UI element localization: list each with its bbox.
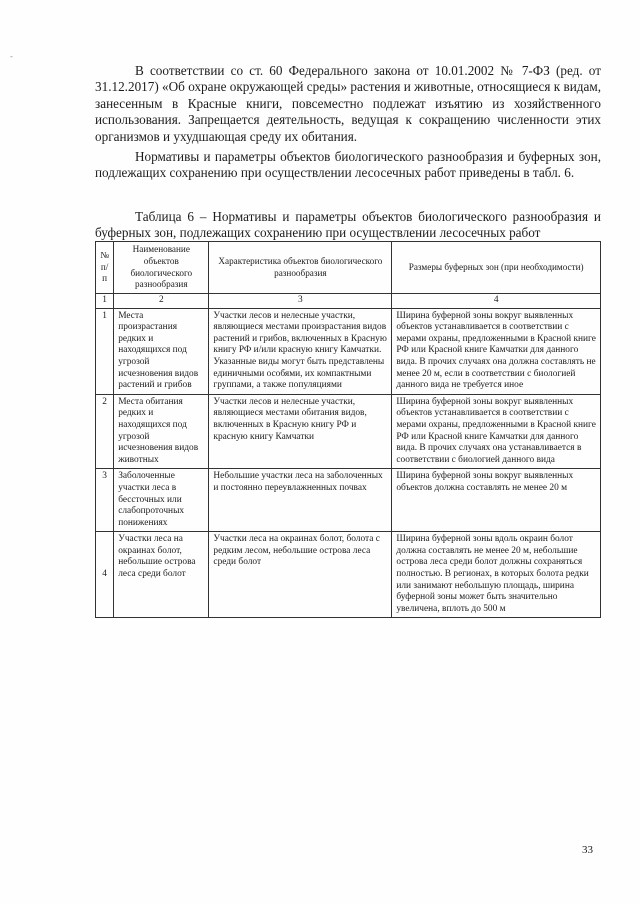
row-number: 1 [96,308,114,394]
row-number: 4 [96,532,114,618]
table-row [96,394,601,469]
column-number: 1 [96,294,114,309]
object-name-cell: Места обитания редких и находящихся под угрозой исчезновения видов животных [114,394,209,469]
margin-mark: - [10,51,13,61]
object-name-cell: Места произрастания редких и находящихся под угрозой исчезновения видов растений и грибов [114,308,209,394]
biodiversity-table [95,241,601,618]
column-number: 4 [392,294,601,309]
table-row [96,469,601,532]
characteristic-cell: Небольшие участки леса на заболоченных и постоянно переувлажненных почвах [209,469,392,532]
column-number: 2 [114,294,209,309]
column-number-row [96,294,601,309]
row-number: 2 [96,394,114,469]
characteristic-cell: Участки лесов и нелесные участки, являющиеся местами произрастания видов растений и грибов, включенных в Красную книгу РФ и/или красную книгу Камчатки. Указанные виды могут быть представлены единичными особями, их компактными группами, а также популяциями [209,308,392,394]
buffer-size-cell: Ширина буферной зоны вдоль окраин болот должна составлять не менее 20 м, небольшие острова леса среди болот должны сохраняться полностью. В регионах, в которых болота редки или занимают небольшую площадь, ширина буферной зоны может быть значительно увеличена, вплоть до 500 м [392,532,601,618]
table-row [96,308,601,394]
header-buffer-size: Размеры буферных зон (при необходимости) [392,242,601,294]
column-number: 3 [209,294,392,309]
header-number: № п/п [96,242,114,294]
buffer-size-cell: Ширина буферной зоны вокруг выявленных объектов устанавливается в соответствии с мерами охраны, предложенными в Красной книге РФ или Красной книге Камчатки для данного вида. В прочих случаях она должна составлять не менее 20 м, если в соответствии с биологией данного вида не требуется иное [392,308,601,394]
table-header-row [96,242,601,294]
characteristic-cell: Участки лесов и нелесные участки, являющиеся местами обитания видов, включенных в Красную книгу РФ и красную книгу Камчатки [209,394,392,469]
table-row [96,532,601,618]
buffer-size-cell: Ширина буферной зоны вокруг выявленных объектов устанавливается в соответствии с мерами охраны, предложенными в Красной книге РФ или Красной книге Камчатки для данного вида. В прочих случаях она устанавливается в соответствии с биологией данного вида [392,394,601,469]
characteristic-cell: Участки леса на окраинах болот, болота с редким лесом, небольшие острова леса среди болот [209,532,392,618]
header-object-name: Наименование объектов биологического разнообразия [114,242,209,294]
table-caption: Таблица 6 – Нормативы и параметры объектов биологического разнообразия и буферных зон, подлежащих сохранению при осуществлении лесосечных работ [95,209,601,241]
buffer-size-cell: Ширина буферной зоны вокруг выявленных объектов должна составлять не менее 20 м [392,469,601,532]
header-characteristic: Характеристика объектов биологического разнообразия [209,242,392,294]
object-name-cell: Участки леса на окраинах болот, небольшие острова леса среди болот [114,532,209,618]
paragraph-law-reference: В соответствии со ст. 60 Федерального закона от 10.01.2002 № 7-ФЗ (ред. от 31.12.2017) «Об охране окружающей среды» растения и животные, относящиеся к видам, занесенным в Красные книги, повсеместно подлежат изъятию из хозяйственного использования. Запрещается деятельность, ведущая к сокращению численности этих организмов и ухудшающая среду их обитания. [95,63,601,144]
paragraph-table-intro: Нормативы и параметры объектов биологического разнообразия и буферных зон, подлежащих сохранению при осуществлении лесосечных работ приведены в табл. 6. [95,149,601,181]
row-number: 3 [96,469,114,532]
object-name-cell: Заболоченные участки леса в бессточных или слабопроточных понижениях [114,469,209,532]
page-number: 33 [582,844,593,856]
